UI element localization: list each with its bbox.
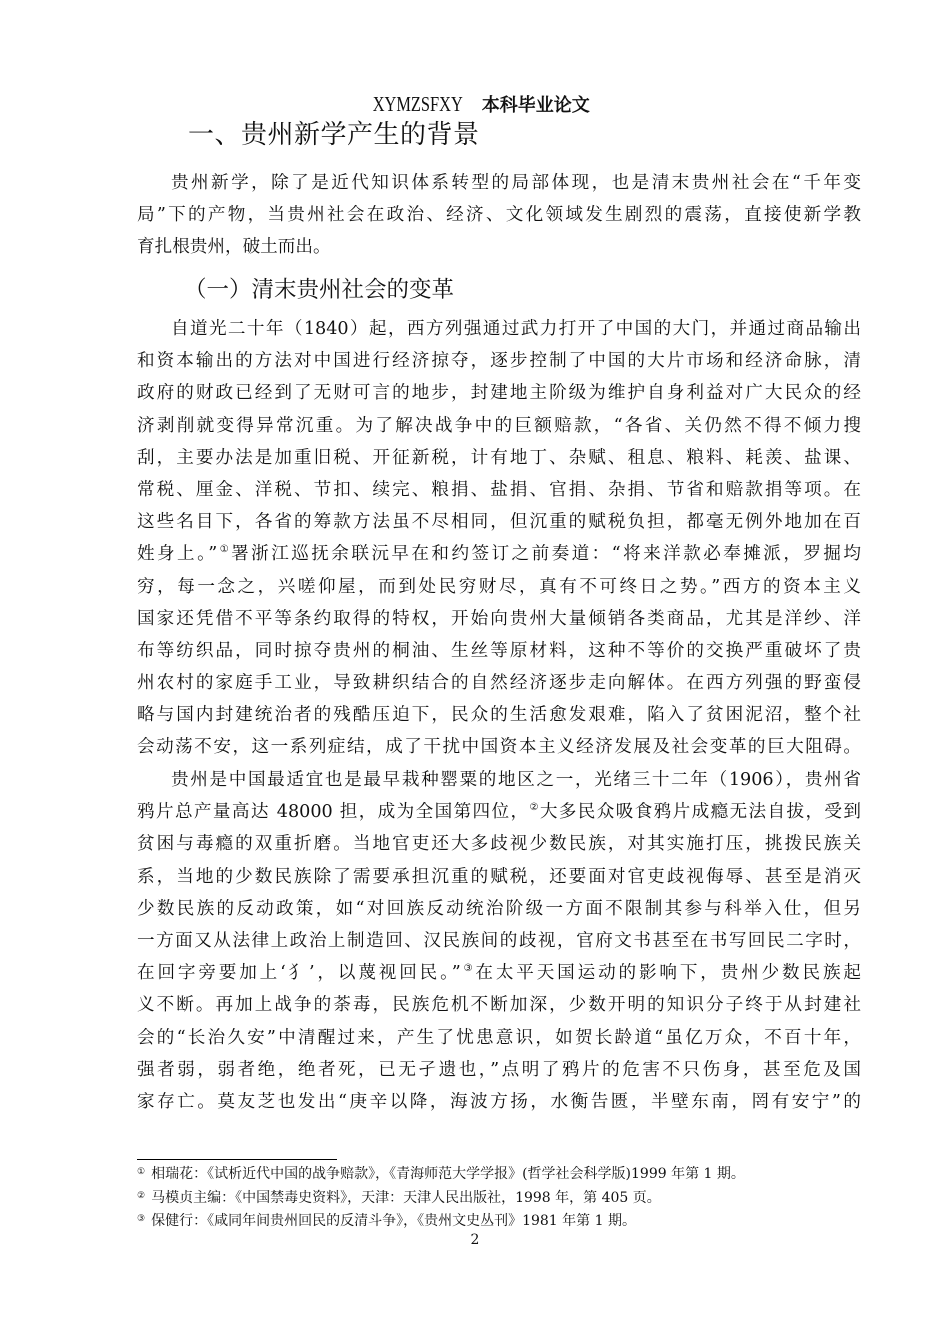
text-line: 一方面又从法律上政治上制造回、汉民族间的歧视，官府文书甚至在书写回民二字时，: [137, 930, 861, 951]
text-line: 会的“长治久安”中清醒过来，产生了忧患意识，如贺长龄道“虽亿万众，不百十年，: [137, 1027, 861, 1048]
section-heading: 一、贵州新学产生的背景: [188, 120, 480, 150]
footnote-ref-3[interactable]: ③: [460, 963, 476, 975]
text-segment: 署浙江巡抚余联沅早在和约签订之前奏道：“将来洋款必奉摊派，罗掘均: [231, 544, 862, 565]
text-line: 略与国内封建统治者的残酷压迫下，民众的生活愈发艰难，陷入了贫困泥沼，整个社: [137, 705, 861, 726]
footnote-ref-2[interactable]: ②: [529, 802, 540, 814]
text-line: 刮，主要办法是加重旧税、开征新税，计有地丁、杂赋、租息、粮料、耗羡、盐课、: [137, 447, 861, 468]
text-line: 贫困与毒瘾的双重折磨。当地官吏还大多歧视少数民族，对其实施打压，挑拨民族关: [137, 834, 861, 855]
running-header: [0, 92, 950, 118]
text-line: 家存亡。莫友芝也发出“庚辛以降，海波方扬，水衡告匮，半壁东南，罔有安宁”的: [137, 1091, 861, 1112]
text-line: 政府的财政已经到了无财可言的地步，封建地主阶级为维护自身利益对广大民众的经: [137, 383, 861, 404]
footnote-mark: ①: [137, 1167, 146, 1177]
footnote-mark: ③: [137, 1214, 146, 1224]
text-line: 义不断。再加上战争的荼毒，民族危机不断加深，少数开明的知识分子终于从封建社: [137, 995, 861, 1016]
text-segment: 在回字旁要加上‘犭’，以蔑视回民。”: [137, 963, 461, 984]
text-segment: 在太平天国运动的影响下，贵州少数民族起: [475, 963, 861, 984]
text-line: 常税、厘金、洋税、节扣、续完、粮捐、盐捐、官捐、杂捐、节省和赔款捐等项。在: [137, 479, 861, 500]
text-line: 和资本输出的方法对中国进行经济掠夺，逐步控制了中国的大片市场和经济命脉，清: [137, 351, 861, 372]
header-thesis-label: 本科毕业论文: [481, 95, 590, 116]
text-line: 穷，每一念之，兴嗟仰屋，而到处民穷财尽，真有不可终日之势。”西方的资本主义: [137, 576, 861, 597]
text-line: [137, 538, 861, 570]
text-line: 少数民族的反动政策，如“对回族反动统治阶级一方面不限制其参与科举入仕，但另: [137, 898, 861, 919]
footnote-2: [137, 1186, 877, 1210]
text-line: 这些名目下，各省的筹款方法虽不尽相同，但沉重的赋税负担，都毫无例外地加在百: [137, 512, 861, 533]
footnote-mark: ②: [137, 1190, 146, 1201]
footnotes: [137, 1162, 877, 1233]
text-line: 济剥削就变得异常沉重。为了解决战争中的巨额赔款，“各省、关仍然不得不倾力搜: [137, 415, 861, 436]
body-paragraph-1: [137, 313, 861, 764]
text-segment: 大多民众吸食鸦片成瘾无法自拔，受到: [539, 802, 862, 823]
footnote-text: 马模贞主编：《中国禁毒史资料》，天津：天津人民出版社，1998 年，第 405 页。: [151, 1189, 661, 1206]
text-line: 贵州新学，除了是近代知识体系转型的局部体现，也是清末贵州社会在“千年变: [171, 173, 861, 193]
text-line: 国家还凭借不平等条约取得的特权，开始向贵州大量倾销各类商品，尤其是洋纱、洋: [137, 608, 861, 629]
page-number: 2: [470, 1232, 480, 1248]
text-line: 育扎根贵州，破土而出。: [137, 237, 331, 258]
footnote-text: 相瑞花：《试析近代中国的战争赔款》，《青海师范大学学报》(哲学社会科学版)1999 年第 1 期。: [151, 1166, 745, 1182]
text-line: 贵州是中国最适宜也是最早栽种罂粟的地区之一，光绪三十二年（1906），贵州省: [171, 770, 861, 790]
text-line: 局”下的产物，当贵州社会在政治、经济、文化领域发生剧烈的震荡，直接使新学教: [137, 205, 861, 226]
text-line: 系，当地的少数民族除了需要承担沉重的赋税，还要面对官吏歧视侮辱、甚至是消灭: [137, 866, 861, 887]
text-line: 布等纺织品，同时掠夺贵州的桐油、生丝等原材料，这种不等价的交换严重破坏了贵: [137, 640, 861, 661]
text-line: 强者弱，弱者绝，绝者死，已无孑遗也，”点明了鸦片的危害不只伤身，甚至危及国: [137, 1059, 861, 1080]
intro-paragraph: [137, 167, 861, 264]
text-segment: 鸦片总产量高达 48000 担，成为全国第四位，: [137, 802, 530, 823]
text-line: [137, 796, 861, 828]
subsection-heading: （一）清末贵州社会的变革: [184, 277, 455, 303]
text-segment: 姓身上。”: [137, 544, 218, 565]
footnote-separator: [137, 1159, 337, 1160]
text-line: [137, 957, 861, 989]
header-school-code: XYMZSFXY: [372, 92, 464, 116]
footnote-text: 保健行：《咸同年间贵州回民的反清斗争》，《贵州文史丛刊》1981 年第 1 期。: [151, 1213, 636, 1229]
text-line: 自道光二十年（1840）起，西方列强通过武力打开了中国的大门，并通过商品输出: [171, 319, 861, 339]
footnote-ref-1[interactable]: ①: [217, 544, 232, 556]
text-line: 会动荡不安，这一系列症结，成了干扰中国资本主义经济发展及社会变革的巨大阻碍。: [137, 737, 861, 758]
body-paragraph-2: [137, 764, 861, 1118]
text-line: 州农村的家庭手工业，导致耕织结合的自然经济逐步走向解体。在西方列强的野蛮侵: [137, 673, 861, 694]
footnote-3: [137, 1209, 877, 1233]
footnote-1: [137, 1162, 877, 1186]
